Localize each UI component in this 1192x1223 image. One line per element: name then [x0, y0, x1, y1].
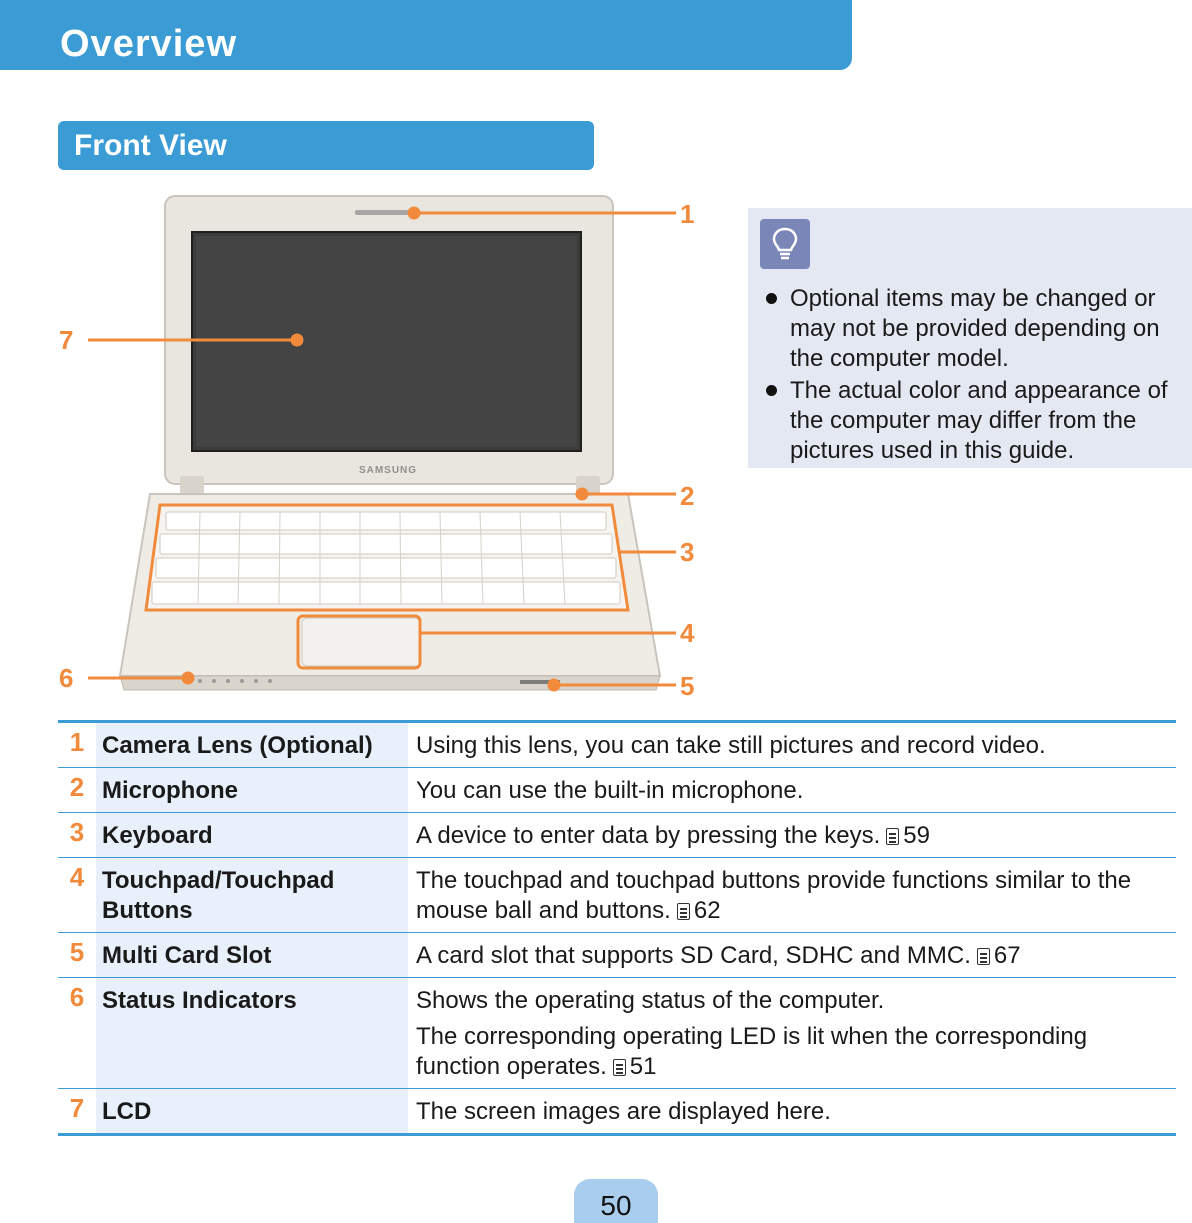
table-row — [58, 1089, 1176, 1135]
callout-3: 3 — [680, 537, 695, 567]
tip-list — [766, 284, 1192, 468]
feature-desc-line: The corresponding operating LED is lit when the corresponding function operates. 51 — [416, 1023, 1088, 1080]
callout-6: 6 — [59, 663, 74, 693]
row-number: 5 — [58, 933, 96, 978]
feature-name: LCD — [96, 1089, 408, 1135]
feature-name: Camera Lens (Optional) — [96, 722, 408, 768]
feature-table — [58, 720, 1176, 1136]
callout-2: 2 — [680, 481, 695, 511]
feature-desc: You can use the built-in microphone. — [408, 768, 1176, 813]
bullet-icon — [766, 385, 777, 396]
feature-name: Status Indicators — [96, 978, 408, 1089]
feature-desc: A device to enter data by pressing the keys. 59 — [408, 813, 1176, 858]
page-ref-icon — [886, 828, 899, 845]
callout-5: 5 — [680, 671, 695, 701]
bullet-icon — [766, 293, 777, 304]
page-ref-icon — [613, 1059, 626, 1076]
lightbulb-icon — [760, 219, 810, 269]
feature-name: Keyboard — [96, 813, 408, 858]
callout-4: 4 — [680, 618, 695, 648]
brand-logo: SAMSUNG — [358, 465, 418, 476]
feature-desc-line: Shows the operating status of the computer. — [416, 987, 885, 1014]
feature-desc: A card slot that supports SD Card, SDHC and MMC. 67 — [408, 933, 1176, 978]
page-ref-link[interactable]: 62 — [693, 897, 721, 924]
row-number: 2 — [58, 768, 96, 813]
section-title: Front View — [74, 129, 227, 162]
feature-name: Multi Card Slot — [96, 933, 408, 978]
feature-desc: The screen images are displayed here. — [408, 1089, 1176, 1135]
row-number: 6 — [58, 978, 96, 1089]
table-row — [58, 978, 1176, 1089]
row-number: 1 — [58, 722, 96, 768]
page-ref-icon — [677, 903, 690, 920]
table-row — [58, 768, 1176, 813]
table-row — [58, 813, 1176, 858]
camera-lens — [355, 210, 413, 215]
page-ref-link[interactable]: 67 — [993, 942, 1021, 969]
page-number: 50 — [600, 1190, 632, 1221]
row-number: 4 — [58, 858, 96, 933]
row-number: 3 — [58, 813, 96, 858]
page-title: Overview — [60, 23, 237, 65]
row-number: 7 — [58, 1089, 96, 1135]
table-row — [58, 933, 1176, 978]
callout-7: 7 — [59, 325, 74, 355]
callout-1: 1 — [680, 199, 695, 229]
tip-item: Optional items may be changed or may not be provided depending on the computer model. — [766, 284, 1192, 374]
tip-item: The actual color and appearance of the computer may differ from the pictures used in this guide. — [766, 376, 1192, 466]
feature-desc: The touchpad and touchpad buttons provide functions similar to the mouse ball and buttons. 62 — [408, 858, 1176, 933]
laptop-illustration — [0, 0, 700, 700]
feature-desc — [408, 978, 1176, 1089]
feature-desc: Using this lens, you can take still pictures and record video. — [408, 722, 1176, 768]
feature-name: Microphone — [96, 768, 408, 813]
table-row — [58, 858, 1176, 933]
page-ref-link[interactable]: 51 — [629, 1053, 657, 1080]
touchpad — [302, 618, 420, 666]
table-row — [58, 722, 1176, 768]
feature-name: Touchpad/Touchpad Buttons — [96, 858, 408, 933]
page-ref-link[interactable]: 59 — [903, 822, 930, 849]
keyboard-keys — [152, 512, 620, 604]
page-ref-icon — [977, 948, 990, 965]
